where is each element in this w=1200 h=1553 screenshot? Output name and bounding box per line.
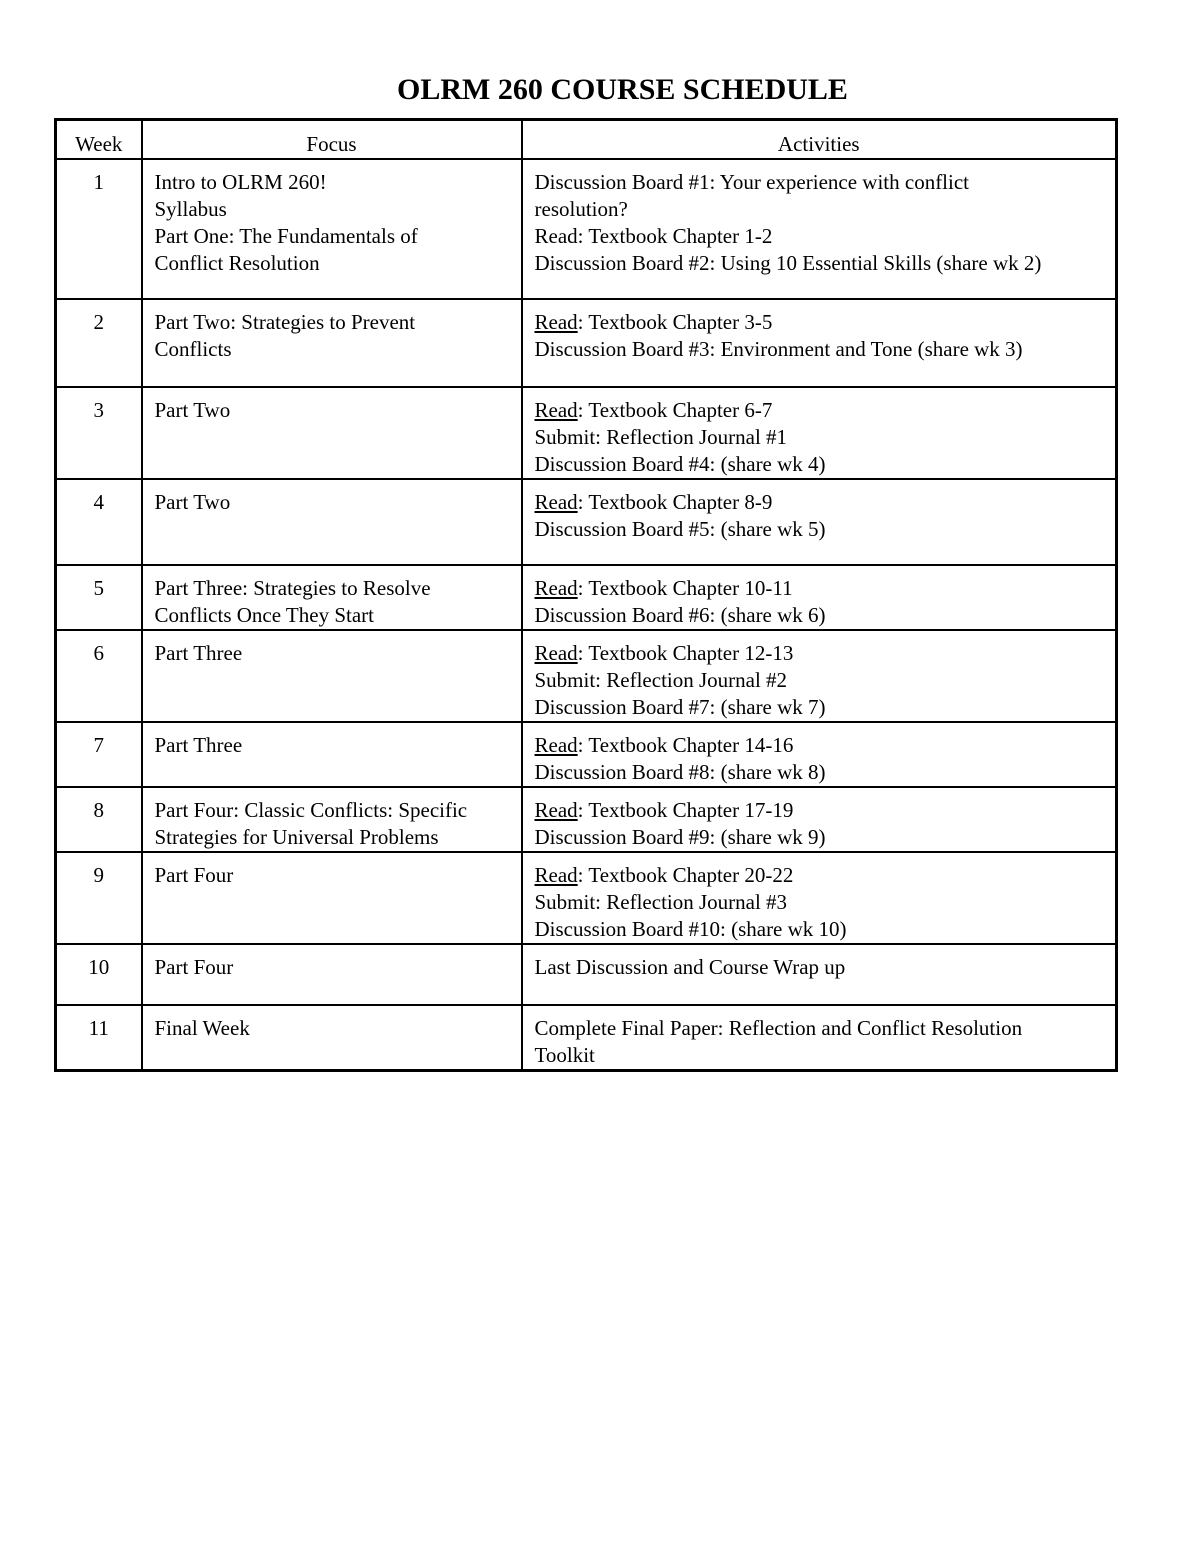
activity-text: Submit: Reflection Journal #3 xyxy=(534,890,788,914)
focus-line: Part Two: Strategies to Prevent xyxy=(154,310,416,334)
read-label: Read xyxy=(534,576,578,600)
activity-text: : Textbook Chapter 10-11 xyxy=(577,576,793,600)
focus-line: Syllabus xyxy=(154,197,227,221)
activity-line xyxy=(535,250,1104,277)
activity-line xyxy=(535,489,1104,516)
focus-cell xyxy=(142,479,522,565)
focus-cell xyxy=(142,787,522,852)
focus-line: Part Three xyxy=(154,641,243,665)
activity-text: resolution? xyxy=(534,197,628,221)
activity-line xyxy=(535,954,1104,981)
read-label: Read xyxy=(534,798,578,822)
activities-cell xyxy=(522,787,1117,852)
focus-cell xyxy=(142,159,522,299)
activity-line xyxy=(535,916,1104,943)
activity-line xyxy=(535,759,1104,786)
table-row xyxy=(56,852,1117,944)
activity-text: Discussion Board #9: (share wk 9) xyxy=(534,825,826,849)
table-row xyxy=(56,944,1117,1005)
activity-text: Read: Textbook Chapter 1-2 xyxy=(534,224,773,248)
activity-line xyxy=(535,889,1104,916)
focus-line: Final Week xyxy=(154,1016,250,1040)
activity-line xyxy=(535,667,1104,694)
table-row xyxy=(56,299,1117,387)
activity-text: : Textbook Chapter 8-9 xyxy=(577,490,773,514)
activities-cell xyxy=(522,479,1117,565)
activity-line xyxy=(535,602,1104,629)
focus-line: Part One: The Fundamentals of xyxy=(154,224,418,248)
activity-text: Toolkit xyxy=(534,1043,595,1067)
activity-line xyxy=(535,336,1104,363)
activity-text: Discussion Board #3: Environment and Tone (share wk 3) xyxy=(534,337,1023,361)
activities-cell xyxy=(522,944,1117,1005)
table-row xyxy=(56,479,1117,565)
focus-cell xyxy=(142,387,522,479)
activity-line xyxy=(535,424,1104,451)
table-row xyxy=(56,387,1117,479)
activity-text: Discussion Board #8: (share wk 8) xyxy=(534,760,826,784)
read-label: Read xyxy=(534,398,578,422)
activity-line xyxy=(535,223,1104,250)
activity-text: Discussion Board #6: (share wk 6) xyxy=(534,603,826,627)
activities-cell xyxy=(522,159,1117,299)
activity-line xyxy=(535,516,1104,543)
focus-cell xyxy=(142,1005,522,1071)
activity-text: Submit: Reflection Journal #1 xyxy=(534,425,788,449)
focus-line: Conflicts xyxy=(154,337,232,361)
focus-cell xyxy=(142,944,522,1005)
activity-text: Discussion Board #1: Your experience with conflict xyxy=(534,170,970,194)
course-schedule-table xyxy=(54,118,1118,1072)
activities-cell xyxy=(522,565,1117,630)
focus-column-header: Focus xyxy=(142,120,522,160)
week-cell: 3 xyxy=(56,387,142,479)
activity-text: : Textbook Chapter 17-19 xyxy=(577,798,794,822)
focus-cell xyxy=(142,852,522,944)
focus-line: Conflicts Once They Start xyxy=(154,603,374,627)
page-title: OLRM 260 COURSE SCHEDULE xyxy=(397,73,848,106)
activity-text: Discussion Board #5: (share wk 5) xyxy=(534,517,826,541)
focus-cell xyxy=(142,722,522,787)
focus-line: Part Three xyxy=(154,733,243,757)
activity-line xyxy=(535,862,1104,889)
activities-column-header: Activities xyxy=(522,120,1117,160)
week-cell: 9 xyxy=(56,852,142,944)
week-cell: 11 xyxy=(56,1005,142,1071)
week-cell: 1 xyxy=(56,159,142,299)
focus-line: Part Two xyxy=(154,490,231,514)
week-cell: 4 xyxy=(56,479,142,565)
activity-line xyxy=(535,196,1104,223)
activity-line xyxy=(535,451,1104,478)
week-cell: 5 xyxy=(56,565,142,630)
table-row xyxy=(56,565,1117,630)
focus-cell xyxy=(142,565,522,630)
table-row xyxy=(56,1005,1117,1071)
activities-cell xyxy=(522,852,1117,944)
focus-cell xyxy=(142,299,522,387)
focus-line: Intro to OLRM 260! xyxy=(154,170,327,194)
activity-line xyxy=(535,575,1104,602)
activity-line xyxy=(535,1042,1104,1069)
focus-line: Part Four xyxy=(154,955,234,979)
activity-text: Complete Final Paper: Reflection and Conflict Resolution xyxy=(534,1016,1023,1040)
activity-text: Submit: Reflection Journal #2 xyxy=(534,668,788,692)
activity-text: Discussion Board #10: (share wk 10) xyxy=(534,917,847,941)
activity-line xyxy=(535,824,1104,851)
week-cell: 2 xyxy=(56,299,142,387)
activity-text: : Textbook Chapter 14-16 xyxy=(577,733,794,757)
activities-cell xyxy=(522,299,1117,387)
focus-line: Conflict Resolution xyxy=(154,251,320,275)
activity-line xyxy=(535,694,1104,721)
activity-text: Discussion Board #7: (share wk 7) xyxy=(534,695,826,719)
week-column-header: Week xyxy=(56,120,142,160)
activity-text: Discussion Board #4: (share wk 4) xyxy=(534,452,826,476)
table-row xyxy=(56,787,1117,852)
week-cell: 6 xyxy=(56,630,142,722)
table-row xyxy=(56,722,1117,787)
activity-text: : Textbook Chapter 6-7 xyxy=(577,398,773,422)
schedule-body xyxy=(56,159,1117,1071)
read-label: Read xyxy=(534,733,578,757)
read-label: Read xyxy=(534,641,578,665)
activity-line xyxy=(535,640,1104,667)
focus-line: Part Three: Strategies to Resolve xyxy=(154,576,431,600)
activities-cell xyxy=(522,387,1117,479)
week-cell: 7 xyxy=(56,722,142,787)
focus-line: Part Two xyxy=(154,398,231,422)
week-cell: 8 xyxy=(56,787,142,852)
activity-line xyxy=(535,797,1104,824)
read-label: Read xyxy=(534,863,578,887)
focus-line: Part Four xyxy=(154,863,234,887)
activity-line xyxy=(535,1015,1104,1042)
week-cell: 10 xyxy=(56,944,142,1005)
activities-cell xyxy=(522,1005,1117,1071)
activity-line xyxy=(535,309,1104,336)
table-row xyxy=(56,630,1117,722)
activities-cell xyxy=(522,722,1117,787)
focus-line: Part Four: Classic Conflicts: Specific xyxy=(154,798,468,822)
table-header-row xyxy=(56,120,1117,160)
activity-text: : Textbook Chapter 20-22 xyxy=(577,863,794,887)
read-label: Read xyxy=(534,490,578,514)
activity-line xyxy=(535,169,1104,196)
activity-text: Last Discussion and Course Wrap up xyxy=(534,955,846,979)
activities-cell xyxy=(522,630,1117,722)
table-row xyxy=(56,159,1117,299)
focus-line: Strategies for Universal Problems xyxy=(154,825,439,849)
activity-line xyxy=(535,732,1104,759)
activity-text: : Textbook Chapter 12-13 xyxy=(577,641,794,665)
read-label: Read xyxy=(534,310,578,334)
activity-line xyxy=(535,397,1104,424)
activity-text: : Textbook Chapter 3-5 xyxy=(577,310,773,334)
activity-text: Discussion Board #2: Using 10 Essential Skills (share wk 2) xyxy=(534,251,1042,275)
focus-cell xyxy=(142,630,522,722)
